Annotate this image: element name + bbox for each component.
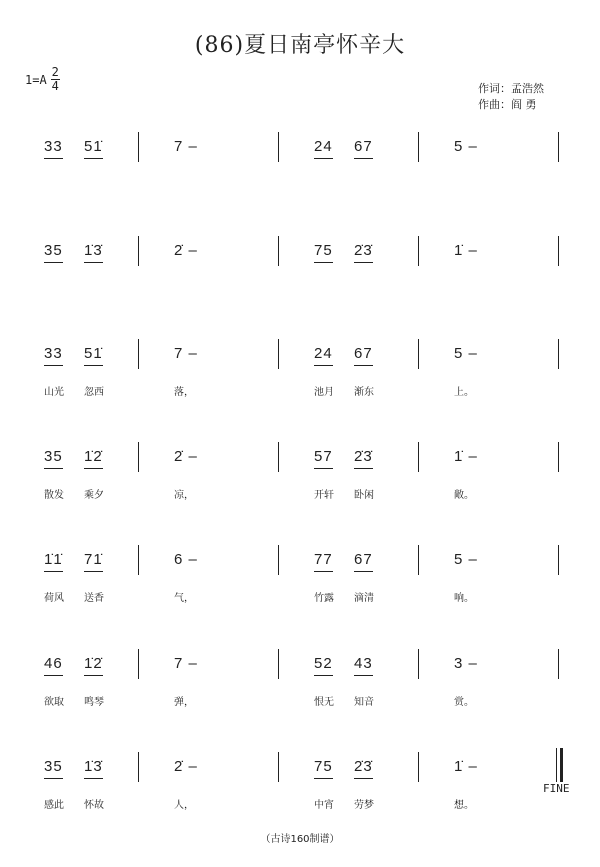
score-row	[0, 136, 600, 196]
note-group: 33	[44, 343, 63, 366]
score-row	[0, 549, 600, 609]
lyric: 凉，	[174, 490, 194, 501]
lyric: 敞。	[454, 490, 474, 501]
note-group: 51̇	[84, 343, 103, 366]
score-row	[0, 446, 600, 506]
lyric: 人，	[174, 800, 194, 811]
note-group: 57	[314, 446, 333, 469]
barline	[558, 339, 559, 369]
time-bottom: 4	[51, 79, 59, 93]
note-group: 75	[314, 240, 333, 263]
note-group: 2̇ –	[174, 758, 198, 775]
barline	[418, 236, 419, 266]
barline	[418, 442, 419, 472]
barline	[558, 132, 559, 162]
note-group: 35	[44, 240, 63, 263]
time-signature	[51, 66, 60, 93]
time-top: 2	[51, 65, 59, 79]
score-row	[0, 240, 600, 300]
lyric: 赏。	[454, 697, 474, 708]
note-group: 7 –	[174, 345, 198, 362]
barline	[558, 236, 559, 266]
lyric: 落，	[174, 387, 194, 398]
lyric: 劳梦	[354, 800, 374, 811]
lyric: 送香	[84, 593, 104, 604]
note-group: 35	[44, 756, 63, 779]
note-group: 1̇3̇	[84, 240, 103, 263]
note-group: 1̇ –	[454, 242, 478, 259]
note-group: 1̇2̇	[84, 446, 103, 469]
lyricist: 作词：孟浩然	[478, 82, 544, 95]
note-group: 67	[354, 549, 373, 572]
note-group: 2̇3̇	[354, 240, 373, 263]
barline	[558, 442, 559, 472]
lyric: 散发	[44, 490, 64, 501]
lyric: 池月	[314, 387, 334, 398]
barline	[418, 545, 419, 575]
lyric: 恨无	[314, 697, 334, 708]
note-group: 24	[314, 136, 333, 159]
note-group: 67	[354, 136, 373, 159]
note-group: 35	[44, 446, 63, 469]
lyric: 卧闲	[354, 490, 374, 501]
song-title: (86)夏日南亭怀辛大	[194, 33, 406, 58]
note-group: 5 –	[454, 551, 478, 568]
note-group: 2̇3̇	[354, 756, 373, 779]
note-group: 7 –	[174, 655, 198, 672]
barline	[558, 545, 559, 575]
fine-mark: FINE	[543, 782, 570, 795]
barline	[278, 339, 279, 369]
credits	[478, 81, 544, 113]
lyric: 弹，	[174, 697, 194, 708]
barline	[138, 132, 139, 162]
lyric: 怀故	[84, 800, 104, 811]
note-group: 2̇3̇	[354, 446, 373, 469]
note-group: 3 –	[454, 655, 478, 672]
lyric: 乘夕	[84, 490, 104, 501]
note-group: 75	[314, 756, 333, 779]
lyric: 渐东	[354, 387, 374, 398]
barline	[418, 132, 419, 162]
barline	[138, 649, 139, 679]
note-group: 6 –	[174, 551, 198, 568]
lyric: 忽西	[84, 387, 104, 398]
lyric: 响。	[454, 593, 474, 604]
barline	[278, 132, 279, 162]
lyric: 滴清	[354, 593, 374, 604]
lyric: 气，	[174, 593, 194, 604]
note-group: 51̇	[84, 136, 103, 159]
lyric: 知音	[354, 697, 374, 708]
lyric: 竹露	[314, 593, 334, 604]
barline	[278, 752, 279, 782]
key-label: 1=A	[25, 72, 47, 87]
lyric: 山光	[44, 387, 64, 398]
lyric: 荷风	[44, 593, 64, 604]
note-group: 24	[314, 343, 333, 366]
footer-note: （古诗160制谱）	[260, 834, 340, 845]
score-row	[0, 756, 600, 816]
note-group: 2̇ –	[174, 448, 198, 465]
barline	[278, 545, 279, 575]
score-row	[0, 653, 600, 713]
note-group: 71̇	[84, 549, 103, 572]
note-group: 2̇ –	[174, 242, 198, 259]
lyric: 中宵	[314, 800, 334, 811]
barline	[138, 236, 139, 266]
score-row	[0, 343, 600, 403]
note-group: 67	[354, 343, 373, 366]
note-group: 46	[44, 653, 63, 676]
barline	[418, 339, 419, 369]
note-group: 1̇1̇	[44, 549, 63, 572]
note-group: 1̇3̇	[84, 756, 103, 779]
lyric: 想。	[454, 800, 474, 811]
note-group: 7 –	[174, 138, 198, 155]
note-group: 1̇ –	[454, 448, 478, 465]
lyric: 上。	[454, 387, 474, 398]
lyric: 欲取	[44, 697, 64, 708]
barline	[138, 442, 139, 472]
lyric: 开轩	[314, 490, 334, 501]
note-group: 77	[314, 549, 333, 572]
barline	[278, 236, 279, 266]
barline	[278, 442, 279, 472]
barline	[138, 752, 139, 782]
note-group: 5 –	[454, 345, 478, 362]
barline	[418, 752, 419, 782]
lyric: 感此	[44, 800, 64, 811]
composer: 作曲：阎 勇	[478, 98, 537, 111]
barline	[558, 649, 559, 679]
lyric: 鸣琴	[84, 697, 104, 708]
note-group: 33	[44, 136, 63, 159]
note-group: 43	[354, 653, 373, 676]
barline	[138, 339, 139, 369]
barline	[278, 649, 279, 679]
note-group: 52	[314, 653, 333, 676]
note-group: 1̇2̇	[84, 653, 103, 676]
note-group: 5 –	[454, 138, 478, 155]
barline	[138, 545, 139, 575]
note-group: 1̇ –	[454, 758, 478, 775]
key-signature	[25, 66, 60, 93]
barline	[418, 649, 419, 679]
